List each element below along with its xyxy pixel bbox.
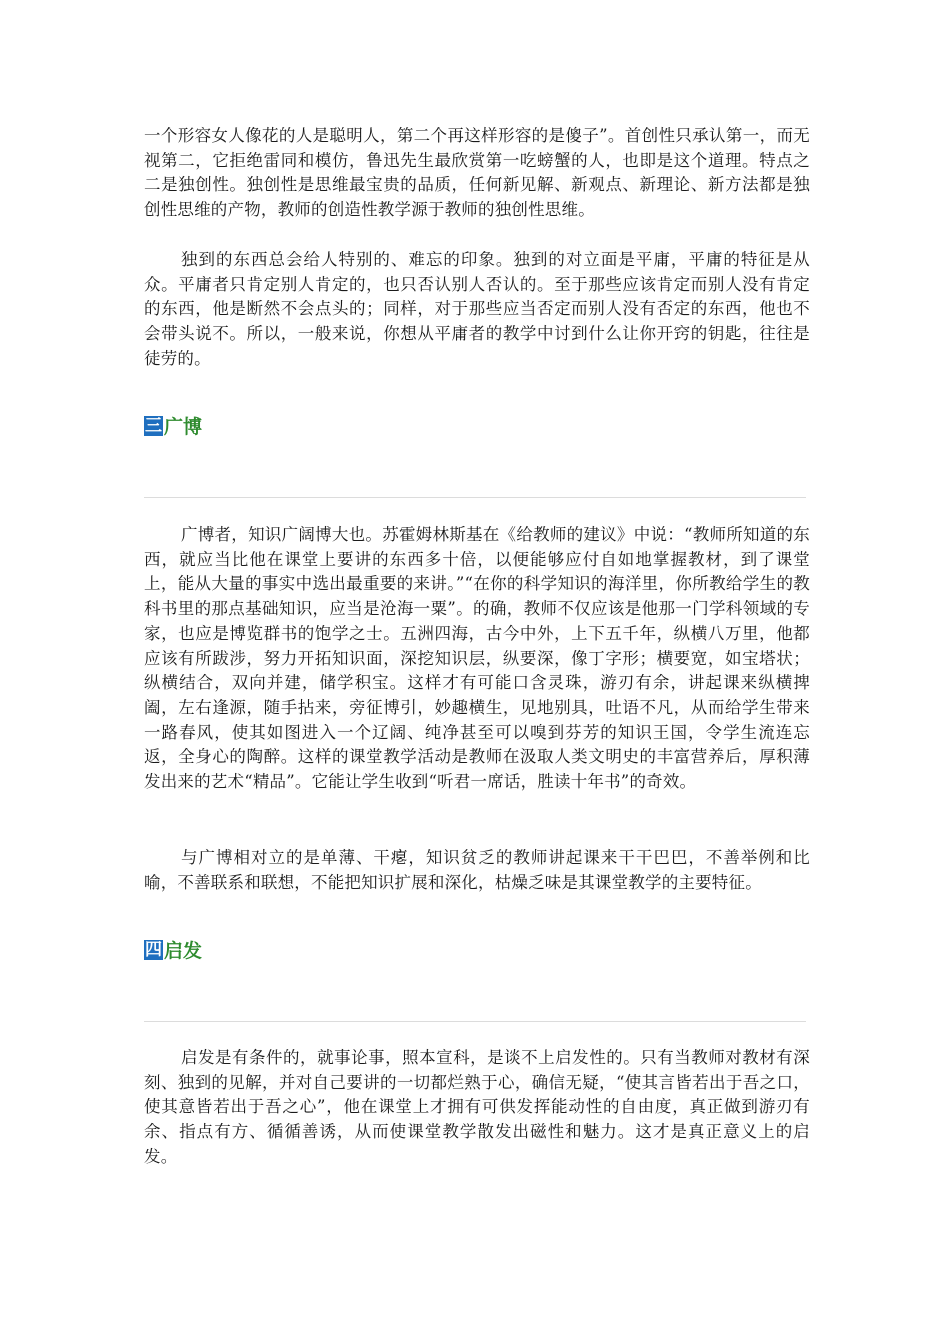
paragraph-text: 启发是有条件的，就事论事，照本宣科，是谈不上启发性的。只有当教师对教材有深刻、独到的见解，并对自己要讲的一切都烂熟于心，确信无疑，“使其言皆若出于吾之口，使其意皆若出于吾之心”，他在课堂上才拥有可供发挥能动性的自由度，真正做到游刃有余、指点有方、循循善诱，从而使课堂教学散发出磁性和魅力。这才是真正意义上的启发。: [144, 1048, 810, 1166]
paragraph-text: 与广博相对立的是单薄、干瘪，知识贫乏的教师讲起课来干干巴巴，不善举例和比喻，不善联系和联想，不能把知识扩展和深化，枯燥乏味是其课堂教学的主要特征。: [144, 848, 810, 892]
section-divider: [144, 497, 806, 498]
paragraph-originality: [144, 124, 810, 223]
section-number-badge: 四: [145, 939, 162, 960]
section-divider: [144, 1021, 806, 1022]
paragraph-text: 独到的东西总会给人特别的、难忘的印象。独到的对立面是平庸，平庸的特征是从众。平庸者只肯定别人肯定的，也只否认别人否认的。至于那些应该肯定而别人没有肯定的东西，他是断然不会点头的；同样，对于那些应当否定而别人没有否定的东西，他也不会带头说不。所以，一般来说，你想从平庸者的教学中讨到什么让你开窍的钥匙，往往是徒劳的。: [144, 250, 810, 368]
paragraph-mediocrity: [144, 248, 810, 372]
paragraph-inspiration: [144, 1046, 810, 1170]
paragraph-poverty: [144, 846, 810, 895]
section-heading-3: [144, 412, 202, 439]
section-title: 广博: [164, 416, 203, 438]
paragraph-breadth: [144, 523, 810, 795]
paragraph-text: 广博者，知识广阔博大也。苏霍姆林斯基在《给教师的建议》中说：“教师所知道的东西，就应当比他在课堂上要讲的东西多十倍，以便能够应付自如地掌握教材，到了课堂上，能从大量的事实中选出最重要的来讲。”“在你的科学知识的海洋里，你所教给学生的教科书里的那点基础知识，应当是沧海一粟”。的确，教师不仅应该是他那一门学科领域的专家，也应是博览群书的饱学之士。五洲四海，古今中外，上下五千年，纵横八万里，他都应该有所跋涉，努力开拓知识面，深挖知识层，纵要深，像丁字形；横要宽，如宝塔状；纵横结合，双向并建，储学积宝。这样才有可能口含灵珠，游刃有余，讲起课来纵横捭阖，左右逢源，随手拈来，旁征博引，妙趣横生，见地别具，吐语不凡，从而给学生带来一路春风，使其如图进入一个辽阔、纯净甚至可以嗅到芬芳的知识王国，令学生流连忘返，全身心的陶醉。这样的课堂教学活动是教师在汲取人类文明史的丰富营养后，厚积薄发出来的艺术“精品”。它能让学生收到“听君一席话，胜读十年书”的奇效。: [144, 525, 810, 792]
section-heading-4: [144, 936, 202, 963]
section-title: 启发: [164, 940, 203, 962]
section-number-badge: 三: [145, 415, 162, 436]
paragraph-text: 一个形容女人像花的人是聪明人，第二个再这样形容的是傻子”。首创性只承认第一，而无视第二，它拒绝雷同和模仿，鲁迅先生最欣赏第一吃螃蟹的人，也即是这个道理。特点之二是独创性。独创性是思维最宝贵的品质，任何新见解、新观点、新理论、新方法都是独创性思维的产物，教师的创造性教学源于教师的独创性思维。: [144, 126, 810, 220]
